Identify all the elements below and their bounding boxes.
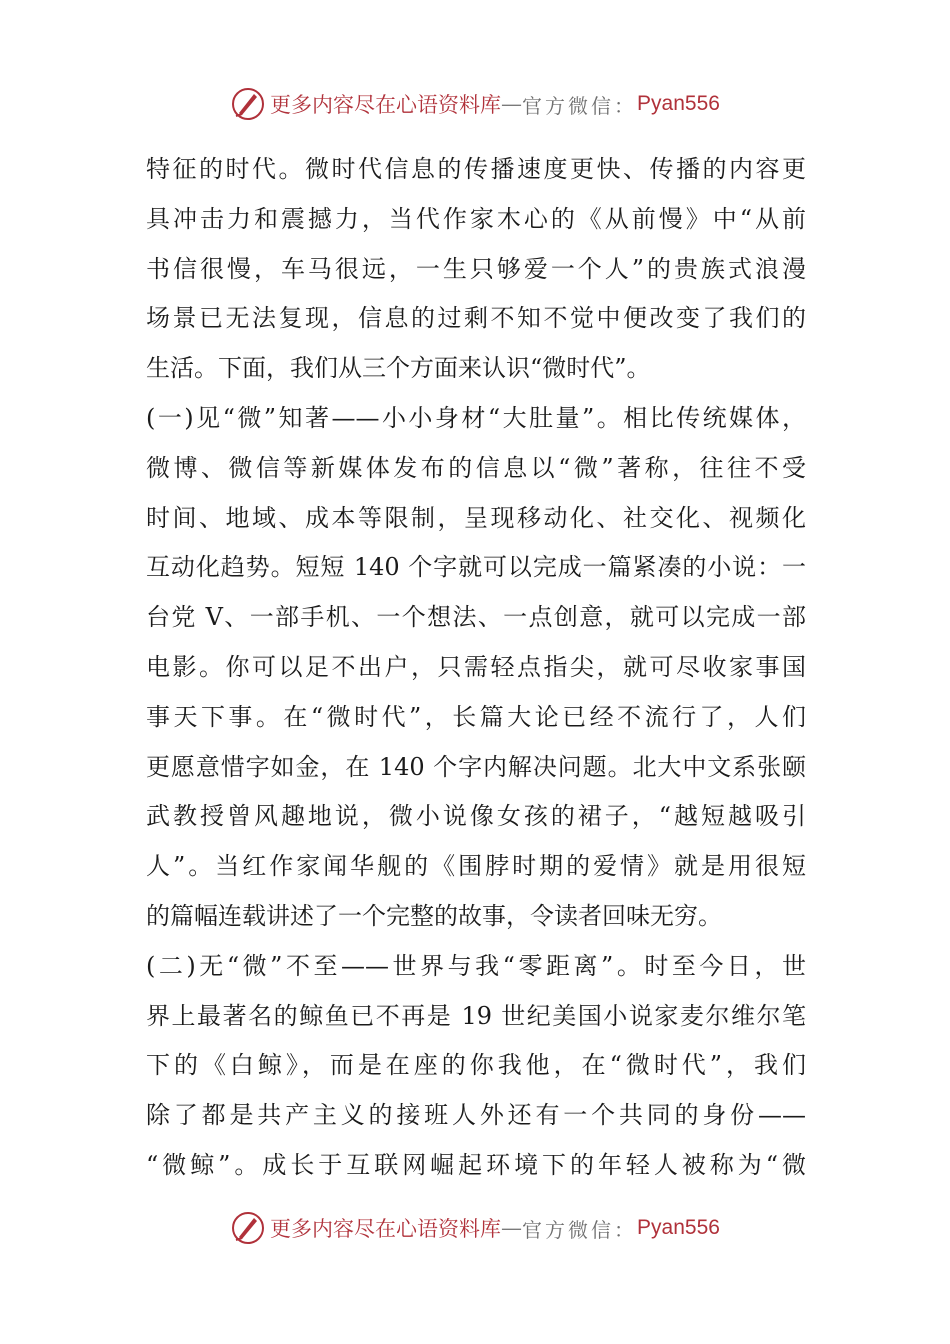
- body-line: 场景已无法复现，信息的过剩不知不觉中便改变了我们的: [146, 304, 806, 333]
- body-line: 互动化趋势。短短 140 个字就可以完成一篇紧凑的小说：一: [146, 553, 806, 582]
- header-brand-text: 更多内容尽在心语资料库: [270, 93, 502, 117]
- body-line: 时间、地域、成本等限制，呈现移动化、社交化、视频化: [146, 503, 806, 532]
- header-wechat-id: Pyan556: [637, 92, 720, 115]
- footer-wechat-id: Pyan556: [637, 1216, 720, 1239]
- body-line: “微鲸”。成长于互联网崛起环境下的年轻人被称为“微: [146, 1150, 806, 1179]
- header-separator: —: [501, 92, 523, 116]
- document-body: [146, 145, 806, 1191]
- header-banner: [0, 84, 950, 124]
- footer-banner: [0, 1208, 950, 1248]
- body-line: 特征的时代。微时代信息的传播速度更快、传播的内容更: [146, 155, 806, 183]
- body-line: 事天下事。在“微时代”，长篇大论已经不流行了，人们: [146, 702, 806, 731]
- body-line: (二)无“微”不至——世界与我“零距离”。时至今日，世: [146, 951, 806, 980]
- footer-wechat-label: 官方微信：: [522, 1217, 638, 1242]
- footer-brand-text: 更多内容尽在心语资料库: [270, 1217, 502, 1241]
- body-line: 的篇幅连载讲述了一个完整的故事，令读者回味无穷。: [146, 901, 722, 930]
- body-line: 具冲击力和震撼力，当代作家木心的《从前慢》中“从前: [146, 204, 806, 233]
- body-line: 界上最著名的鲸鱼已不再是 19 世纪美国小说家麦尔维尔笔: [146, 1001, 806, 1030]
- body-line: 下的《白鲸》，而是在座的你我他，在“微时代”，我们: [146, 1051, 806, 1080]
- quill-logo-icon: [230, 86, 266, 122]
- body-line: 除了都是共产主义的接班人外还有一个共同的身份——: [146, 1101, 806, 1130]
- body-line: 微博、微信等新媒体发布的信息以“微”著称，往往不受: [146, 453, 806, 482]
- body-line: 台党 V、一部手机、一个想法、一点创意，就可以完成一部: [146, 603, 806, 632]
- header-wechat-label: 官方微信：: [522, 93, 638, 118]
- body-line: 更愿意惜字如金，在 140 个字内解决问题。北大中文系张颐: [146, 752, 806, 781]
- footer-separator: —: [501, 1216, 523, 1240]
- body-line: (一)见“微”知著——小小身材“大肚量”。相比传统媒体，: [146, 403, 806, 432]
- body-line: 书信很慢，车马很远，一生只够爱一个人”的贵族式浪漫: [146, 254, 806, 283]
- body-line: 生活。下面，我们从三个方面来认识“微时代”。: [146, 354, 651, 383]
- body-line: 武教授曾风趣地说，微小说像女孩的裙子，“越短越吸引: [146, 802, 806, 831]
- quill-logo-icon: [230, 1210, 266, 1246]
- body-line: 电影。你可以足不出户，只需轻点指尖，就可尽收家事国: [146, 652, 806, 681]
- body-line: 人”。当红作家闻华舰的《围脖时期的爱情》就是用很短: [146, 852, 806, 881]
